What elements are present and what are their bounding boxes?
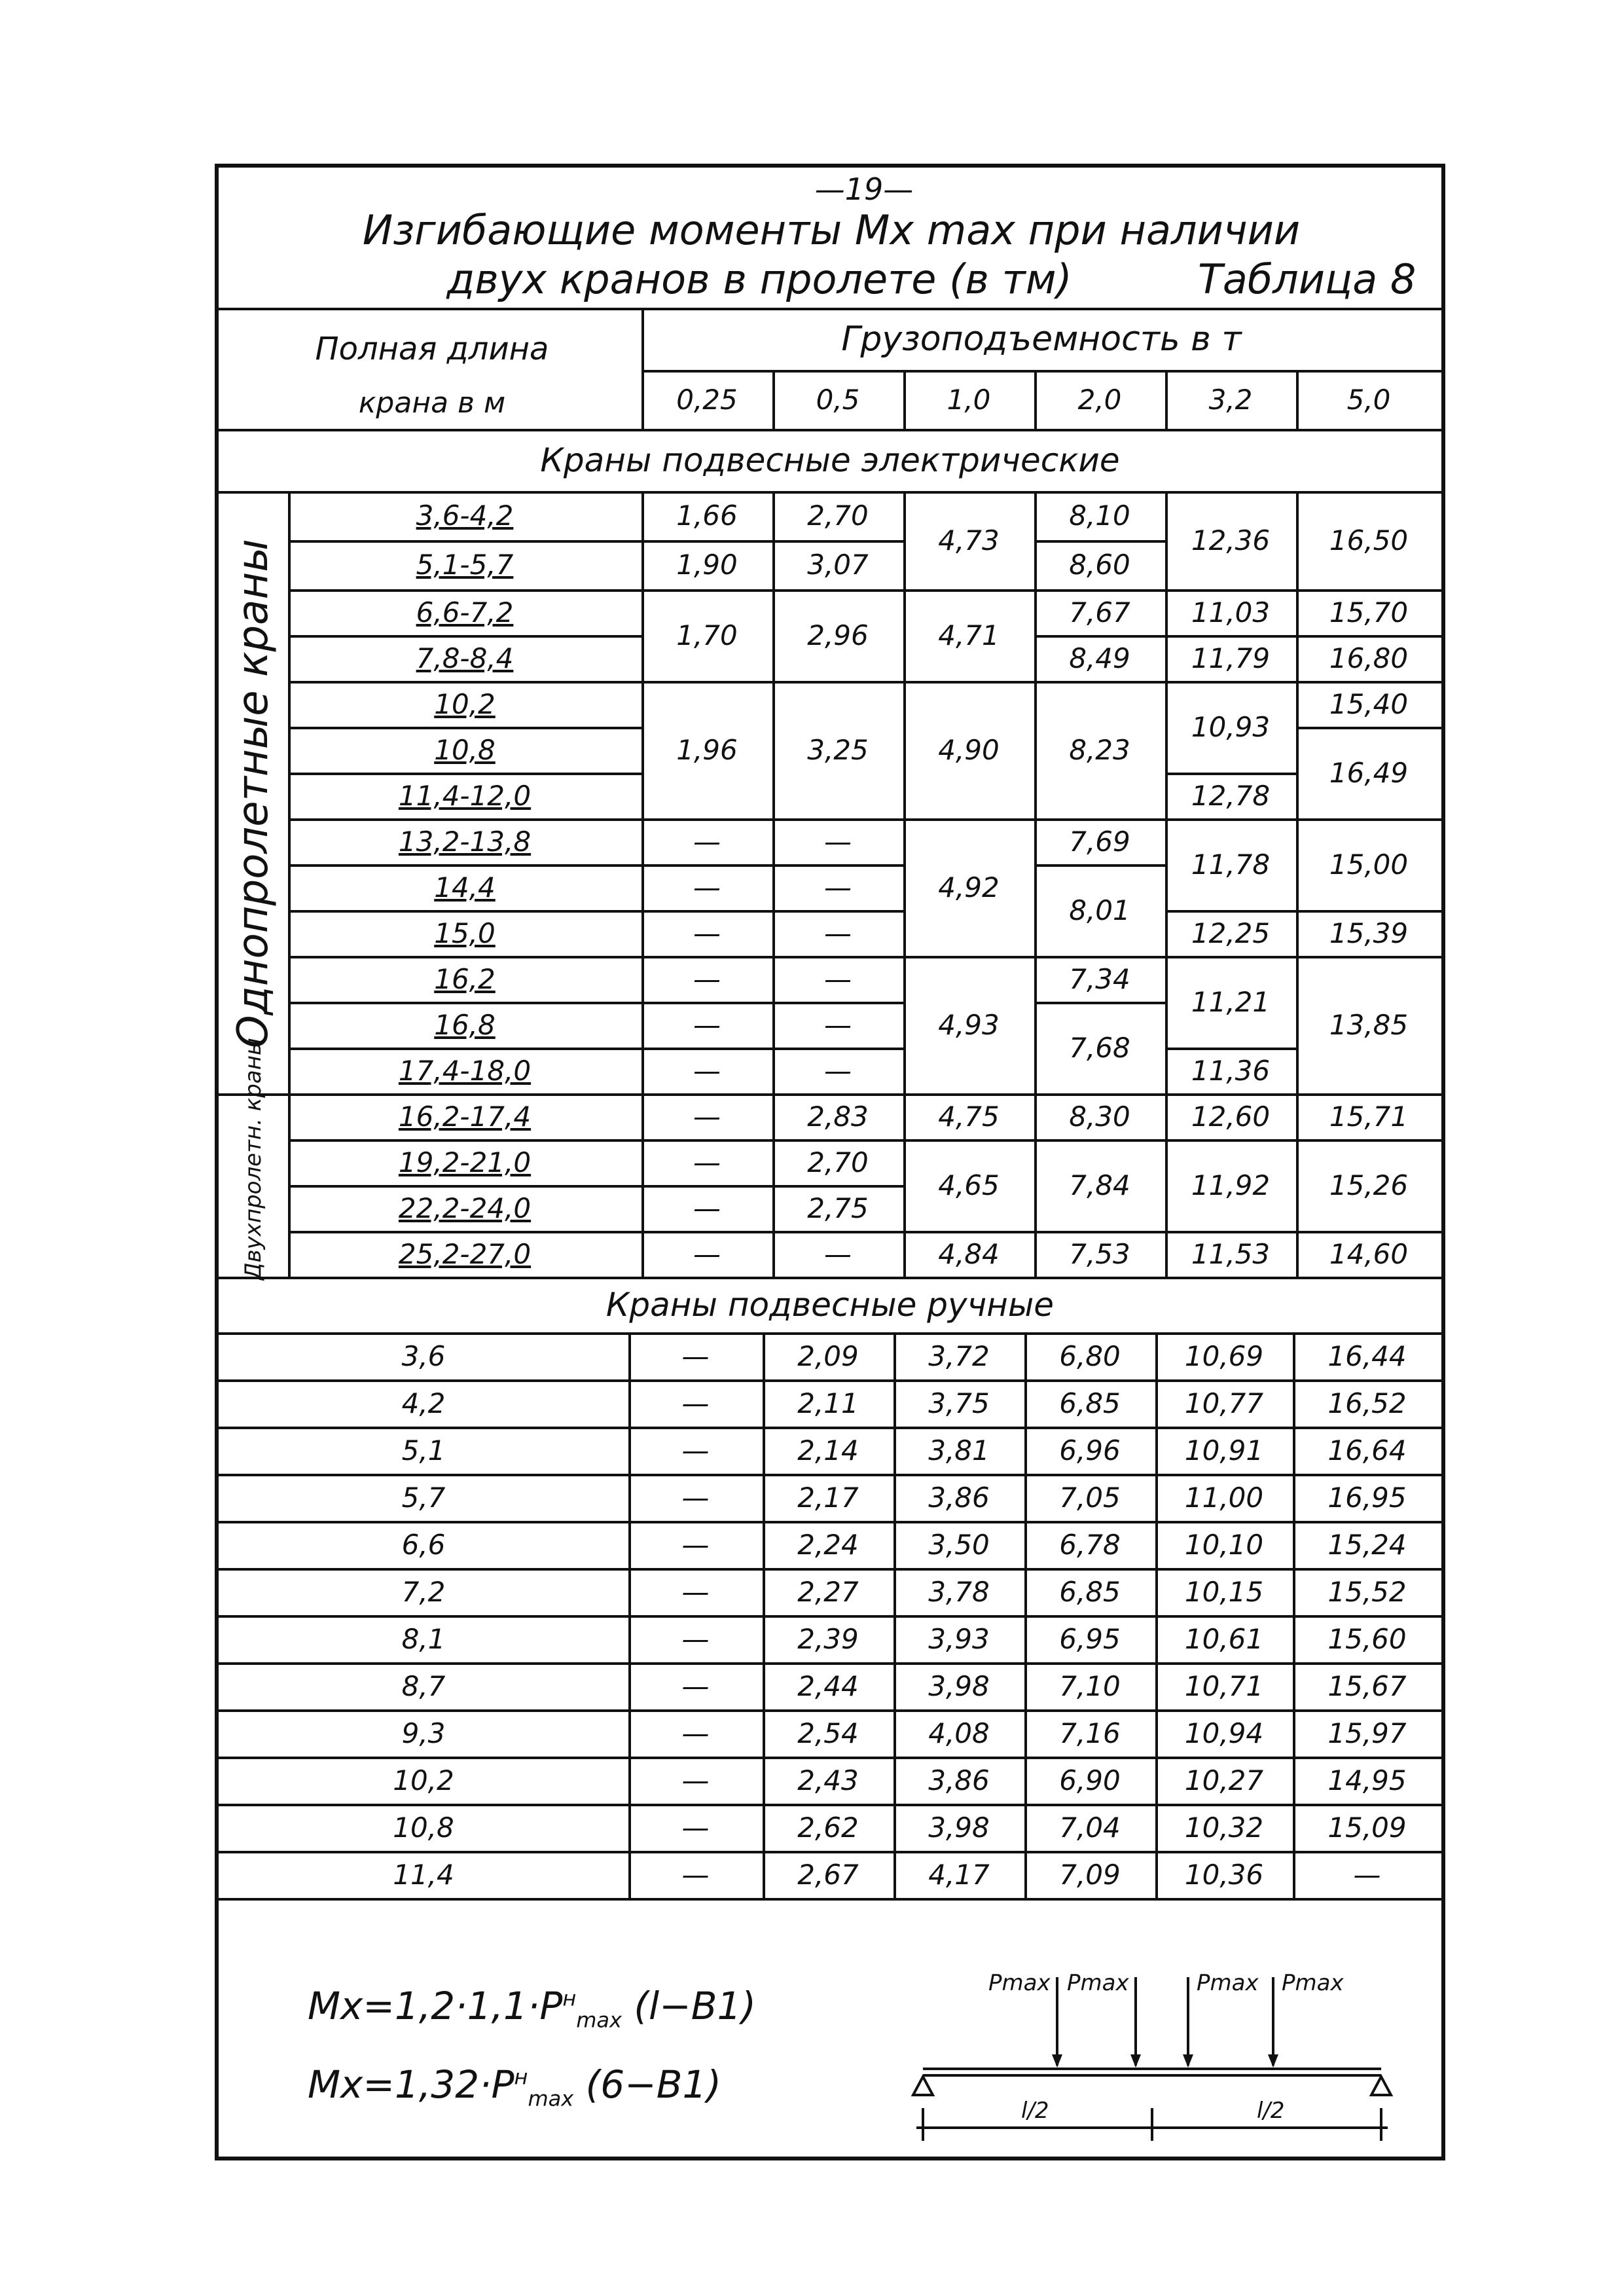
formula-2: $Mx=1,32\cdot P^н_{max}$ (6−B1) [308,2062,722,2111]
merged-cell-r1_c1: 4,73 [938,524,1000,556]
electric-cell-c32: 11,79 [1191,642,1271,674]
manual-cell: 7,10 [1059,1669,1121,1702]
manual-cell: 15,97 [1327,1717,1407,1749]
manual-row-length: 5,1 [401,1434,446,1467]
manual-cell: 7,09 [1059,1858,1121,1891]
value-col-divider [763,1332,765,1898]
manual-cell: 6,85 [1059,1575,1121,1608]
electric-cell-c2: 8,30 [1069,1100,1130,1133]
electric-row-length: 10,8 [434,733,496,766]
merged-cell-r15_c1: 4,65 [938,1169,1000,1201]
table-title-line-1: Изгибающие моменты Mx max при наличии [362,206,1301,254]
manual-cell: 10,77 [1184,1387,1264,1419]
manual-cell: 15,67 [1327,1669,1407,1702]
electric-cell-c32: 12,78 [1191,779,1271,812]
electric-cell-c05: — [824,1054,852,1087]
electric-cell-c32: 11,53 [1191,1237,1271,1270]
row-line [219,1898,1441,1901]
load-label-2: Pmax [1067,1970,1129,1996]
group-label-double-span: Двухпролетн. краны [240,1038,266,1280]
electric-cell-c025: — [693,962,721,995]
arrowhead-1 [1052,2054,1062,2068]
electric-cell-c025: — [693,1054,721,1087]
manual-cell: 3,86 [928,1764,990,1796]
manual-row-length: 8,7 [401,1669,446,1702]
manual-cell: 2,54 [797,1717,859,1749]
electric-cell-c025: — [693,1100,721,1133]
electric-cell-c5: 14,60 [1329,1237,1409,1270]
electric-cell-c05: 2,70 [807,500,869,532]
merged-cell-r5_c1: 4,90 [938,733,1000,766]
page-number: —19— [814,172,914,207]
length-column-header-line-2: крана в м [358,386,506,420]
manual-cell: 6,95 [1059,1622,1121,1655]
electric-cell-c5: 15,71 [1329,1100,1409,1133]
manual-row-length: 5,7 [401,1481,446,1514]
electric-cell-c025: 1,90 [676,549,738,581]
manual-cell: 3,75 [928,1387,990,1419]
merged-cell-r5_c2: 8,23 [1069,733,1130,766]
formula-1: $Mx=1,2\cdot 1,1\cdot P^н_{max}$ (l−B1) [308,1984,757,2033]
arrowhead-2 [1130,2054,1141,2068]
manual-cell: 4,08 [928,1717,990,1749]
manual-cell: 14,95 [1327,1764,1407,1796]
manual-cell: — [681,1717,710,1749]
electric-cell-c05: — [824,917,852,949]
merged-cell-r12_c2: 7,68 [1069,1031,1130,1064]
manual-cell: 10,10 [1184,1528,1264,1561]
capacity-header: Грузоподъемность в т [841,319,1242,359]
electric-cell-c2: 8,49 [1069,642,1130,674]
manual-cell: 7,05 [1059,1481,1121,1514]
manual-cell: 2,43 [797,1764,859,1796]
manual-cell: 6,85 [1059,1387,1121,1419]
electric-cell-c05: — [824,962,852,995]
manual-cell: 6,90 [1059,1764,1121,1796]
capacity-5: 5,0 [1346,383,1391,416]
merged-cell-r15_c32: 11,92 [1191,1169,1271,1201]
merged-cell-r5_c32: 10,93 [1191,710,1271,743]
electric-cell-c32: 12,25 [1191,917,1271,949]
merged-cell-r8_c32: 11,78 [1191,848,1271,881]
electric-cell-c025: — [693,917,721,949]
load-label-1: Pmax [988,1970,1051,1996]
electric-cell-c2: 7,34 [1069,962,1130,995]
manual-cell: 10,15 [1184,1575,1264,1608]
capacity-2: 1,0 [947,383,991,416]
manual-cell: 15,09 [1327,1811,1407,1844]
half-span-label-right: l/2 [1257,2098,1285,2124]
electric-cell-c5: 15,70 [1329,596,1409,629]
manual-cell: 3,81 [928,1434,990,1467]
manual-cell: 2,39 [797,1622,859,1655]
manual-cell: 3,98 [928,1811,990,1844]
load-label-3: Pmax [1197,1970,1259,1996]
arrowhead-4 [1268,2054,1278,2068]
manual-cell: 6,80 [1059,1339,1121,1372]
manual-cell: 2,17 [797,1481,859,1514]
manual-cell: 2,62 [797,1811,859,1844]
electric-cell-c2: 8,10 [1069,500,1130,532]
manual-cell: — [681,1622,710,1655]
electric-cell-c1: 4,84 [938,1237,1000,1270]
merged-cell-r1_c5: 16,50 [1329,524,1409,556]
manual-cell: 2,27 [797,1575,859,1608]
beam-load-diagram [890,1958,1414,2147]
manual-row-length: 3,6 [401,1339,446,1372]
manual-cell: 10,27 [1184,1764,1264,1796]
capacity-1: 0,5 [816,383,860,416]
merged-cell-r5_c025: 1,96 [676,733,738,766]
group-label-single-span: Однопролетные краны [229,539,278,1048]
merged-cell-r5_c05: 3,25 [807,733,869,766]
electric-row-length: 16,8 [434,1008,496,1041]
electric-cell-c5: 15,39 [1329,917,1409,949]
merged-cell-r9_c2: 8,01 [1069,894,1130,926]
manual-cell: 4,17 [928,1858,990,1891]
electric-row-length: 3,6-4,2 [416,500,514,532]
manual-row-length: 9,3 [401,1717,446,1749]
manual-cell: 10,69 [1184,1339,1264,1372]
manual-cell: 3,93 [928,1622,990,1655]
manual-row-length: 10,8 [393,1811,454,1844]
manual-cell: 10,36 [1184,1858,1264,1891]
electric-row-length: 16,2 [434,962,496,995]
manual-cell: 10,91 [1184,1434,1264,1467]
electric-row-length: 13,2-13,8 [398,825,532,858]
merged-cell-r3_c1: 4,71 [938,619,1000,651]
electric-cell-c2: 7,67 [1069,596,1130,629]
value-col-divider [628,1332,631,1898]
electric-cell-c32: 11,36 [1191,1054,1271,1087]
manual-cell: 7,04 [1059,1811,1121,1844]
electric-row-length: 16,2-17,4 [398,1100,532,1133]
manual-cell: — [681,1339,710,1372]
electric-cell-c05: 2,75 [807,1192,869,1224]
capacity-0: 0,25 [676,383,738,416]
manual-row-length: 4,2 [401,1387,446,1419]
electric-row-length: 25,2-27,0 [398,1237,532,1270]
manual-cell: — [681,1481,710,1514]
merged-cell-r8_c1: 4,92 [938,871,1000,903]
value-col-divider [1024,1332,1027,1898]
value-col-divider [1293,1332,1295,1898]
electric-cell-c025: — [693,871,721,903]
manual-cell: 16,52 [1327,1387,1407,1419]
electric-cell-c025: — [693,1192,721,1224]
load-label-4: Pmax [1282,1970,1344,1996]
merged-cell-r11_c1: 4,93 [938,1008,1000,1041]
electric-cell-c05: — [824,1008,852,1041]
electric-row-length: 19,2-21,0 [398,1146,532,1178]
manual-cell: — [1353,1858,1381,1891]
manual-cell: 16,95 [1327,1481,1407,1514]
arrowhead-3 [1183,2054,1193,2068]
manual-cell: — [681,1434,710,1467]
electric-row-length: 10,2 [434,687,496,720]
merged-cell-r3_c025: 1,70 [676,619,738,651]
section-manual-title: Краны подвесные ручные [605,1285,1055,1324]
manual-cell: — [681,1811,710,1844]
electric-cell-c05: 2,70 [807,1146,869,1178]
manual-row-length: 8,1 [401,1622,446,1655]
electric-cell-c05: — [824,1237,852,1270]
manual-cell: 10,32 [1184,1811,1264,1844]
manual-cell: 2,24 [797,1528,859,1561]
manual-row-length: 11,4 [393,1858,454,1891]
manual-cell: 10,71 [1184,1669,1264,1702]
merged-cell-r1_c32: 12,36 [1191,524,1271,556]
electric-row-length: 5,1-5,7 [416,549,514,581]
merged-cell-r11_c5: 13,85 [1329,1008,1409,1041]
manual-cell: 6,96 [1059,1434,1121,1467]
electric-cell-c05: 3,07 [807,549,869,581]
manual-cell: 2,14 [797,1434,859,1467]
merged-cell-r15_c5: 15,26 [1329,1169,1409,1201]
electric-cell-c32: 11,03 [1191,596,1271,629]
manual-cell: — [681,1387,710,1419]
manual-cell: 3,78 [928,1575,990,1608]
electric-row-length: 17,4-18,0 [398,1054,532,1087]
manual-cell: 3,86 [928,1481,990,1514]
manual-cell: — [681,1858,710,1891]
electric-cell-c05: 2,83 [807,1100,869,1133]
electric-cell-c05: — [824,825,852,858]
manual-cell: — [681,1764,710,1796]
capacity-4: 3,2 [1208,383,1253,416]
manual-row-length: 7,2 [401,1575,446,1608]
electric-cell-c2: 7,53 [1069,1237,1130,1270]
value-col-divider [893,1332,896,1898]
electric-cell-c05: — [824,871,852,903]
merged-cell-r15_c2: 7,84 [1069,1169,1130,1201]
manual-cell: 15,60 [1327,1622,1407,1655]
manual-cell: — [681,1575,710,1608]
electric-cell-c025: — [693,1146,721,1178]
manual-cell: 3,98 [928,1669,990,1702]
electric-row-length: 15,0 [434,917,496,949]
manual-cell: 3,50 [928,1528,990,1561]
right-support [1371,2077,1391,2095]
length-column-header-line-1: Полная длина [315,331,549,367]
manual-cell: — [681,1528,710,1561]
electric-row-length: 14,4 [434,871,496,903]
electric-row-length: 22,2-24,0 [398,1192,532,1224]
table-label: Таблица 8 [1198,255,1416,303]
manual-cell: 2,67 [797,1858,859,1891]
manual-cell: — [681,1669,710,1702]
manual-cell: 2,09 [797,1339,859,1372]
electric-cell-c5: 16,80 [1329,642,1409,674]
table-title-line-2: двух кранов в пролете (в тм) [446,255,1072,303]
manual-cell: 2,11 [797,1387,859,1419]
capacity-3: 2,0 [1077,383,1122,416]
value-col-divider [1155,1332,1158,1898]
electric-cell-c1: 4,75 [938,1100,1000,1133]
electric-cell-c025: — [693,825,721,858]
manual-cell: 10,94 [1184,1717,1264,1749]
half-span-label-left: l/2 [1021,2098,1049,2124]
manual-cell: 16,44 [1327,1339,1407,1372]
manual-cell: 3,72 [928,1339,990,1372]
section-electric-title: Краны подвесные электрические [540,441,1120,479]
manual-cell: 2,44 [797,1669,859,1702]
manual-cell: 11,00 [1184,1481,1264,1514]
merged-cell-r6_c5: 16,49 [1329,756,1409,789]
merged-cell-r3_c05: 2,96 [807,619,869,651]
manual-cell: 10,61 [1184,1622,1264,1655]
manual-row-length: 10,2 [393,1764,454,1796]
electric-cell-c2: 7,69 [1069,825,1130,858]
manual-cell: 15,24 [1327,1528,1407,1561]
manual-cell: 16,64 [1327,1434,1407,1467]
manual-row-length: 6,6 [401,1528,446,1561]
electric-cell-c025: 1,66 [676,500,738,532]
merged-cell-r11_c32: 11,21 [1191,985,1271,1018]
electric-cell-c2: 8,60 [1069,549,1130,581]
electric-cell-c025: — [693,1008,721,1041]
manual-cell: 15,52 [1327,1575,1407,1608]
electric-cell-c025: — [693,1237,721,1270]
merged-cell-r8_c5: 15,00 [1329,848,1409,881]
electric-row-length: 6,6-7,2 [416,596,514,629]
electric-row-length: 7,8-8,4 [416,642,514,674]
electric-cell-c5: 15,40 [1329,687,1409,720]
electric-row-length: 11,4-12,0 [398,779,532,812]
electric-cell-c32: 12,60 [1191,1100,1271,1133]
left-support [913,2077,933,2095]
manual-cell: 7,16 [1059,1717,1121,1749]
manual-cell: 6,78 [1059,1528,1121,1561]
